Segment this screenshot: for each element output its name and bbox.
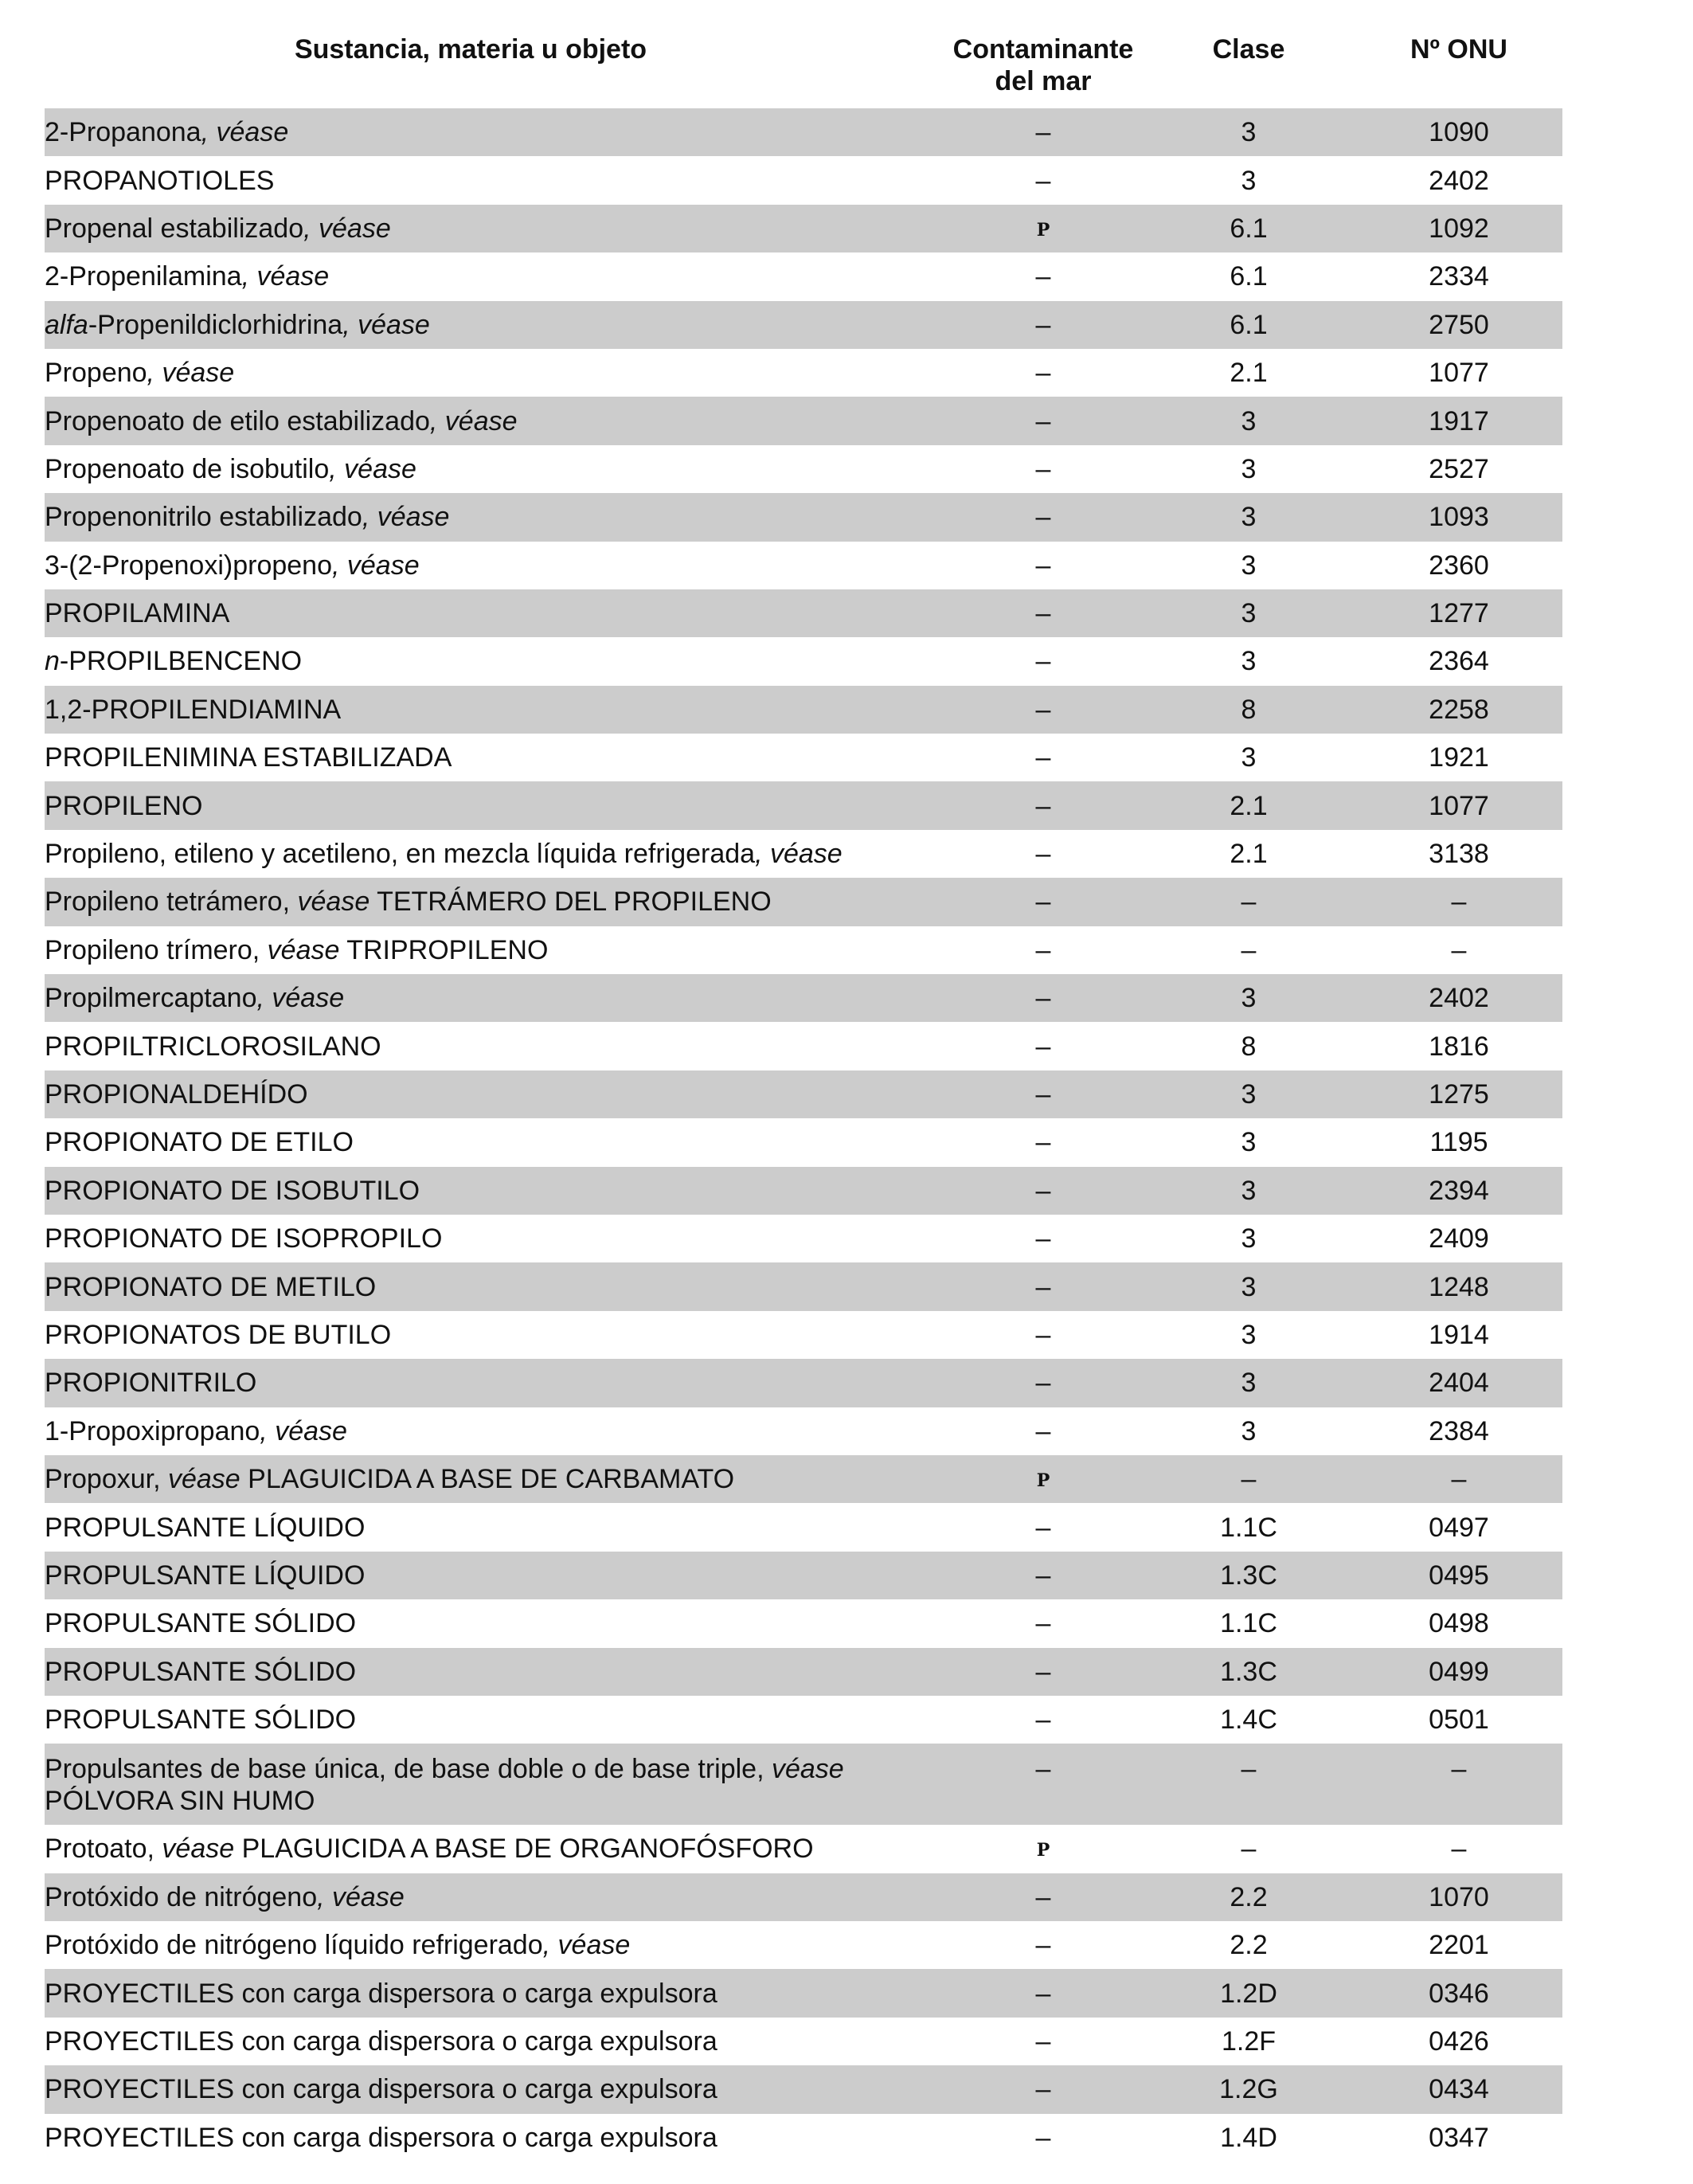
substance-text: Protóxido de nitrógeno — [45, 1881, 318, 1912]
cell-substance — [45, 1873, 944, 1921]
cell-marine-pollutant: – — [944, 1359, 1142, 1407]
substance-text: -PROPILBENCENO — [59, 646, 303, 677]
document-page — [45, 33, 1562, 2162]
cell-substance — [45, 1070, 944, 1118]
cell-marine-pollutant: – — [1035, 2122, 1051, 2153]
cell-substance — [45, 108, 944, 156]
cell-un-number: 1092 — [1355, 205, 1562, 252]
substance-text: , véase — [329, 453, 416, 484]
header-row — [45, 33, 1562, 108]
table-row — [45, 252, 1562, 300]
substance-text: 3-(2-Propenoxi)propeno — [45, 550, 332, 581]
cell-un-number: 1914 — [1429, 1319, 1489, 1350]
substance-text: PROPIONATO DE ISOBUTILO — [45, 1175, 420, 1206]
cell-substance — [45, 1455, 944, 1503]
cell-marine-pollutant: – — [1035, 1127, 1051, 1158]
substance-text: -Propenildiclorhidrina — [88, 309, 343, 340]
substance-text: Propileno, etileno y acetileno, en mezcla líquida refrigerada — [45, 839, 756, 870]
cell-substance — [45, 830, 944, 878]
table-row — [45, 1744, 1562, 1825]
cell-marine-pollutant: – — [944, 878, 1142, 926]
table-row — [45, 397, 1562, 444]
substance-text: , véase — [542, 1930, 631, 1961]
cell-un-number: 2201 — [1429, 1930, 1489, 1961]
cell-marine-pollutant: – — [944, 686, 1142, 734]
cell-class: 3 — [1142, 1070, 1355, 1118]
cell-marine-pollutant: – — [944, 1167, 1142, 1215]
cell-un-number: – — [1355, 1455, 1562, 1503]
cell-un-number: 1090 — [1355, 108, 1562, 156]
cell-un-number: 0347 — [1429, 2122, 1489, 2153]
cell-class: 1.3C — [1142, 1552, 1355, 1599]
table-row — [45, 1215, 1562, 1262]
cell-un-number: 2409 — [1429, 1223, 1489, 1254]
substance-text: Protóxido de nitrógeno líquido refrigerado — [45, 1930, 543, 1961]
cell-class: 2.1 — [1230, 839, 1268, 870]
substance-text: Propileno trímero, — [45, 934, 268, 965]
cell-marine-pollutant: P — [944, 205, 1142, 252]
cell-class: 1.3C — [1142, 1648, 1355, 1696]
cell-substance — [45, 1552, 944, 1599]
cell-class: 1.4D — [1220, 2122, 1277, 2153]
table-row — [45, 1359, 1562, 1407]
header-class: Clase — [1212, 34, 1285, 65]
cell-marine-pollutant: – — [944, 1552, 1142, 1599]
cell-marine-pollutant: P — [944, 1455, 1142, 1503]
cell-substance — [45, 252, 944, 300]
cell-un-number: 1921 — [1429, 742, 1489, 773]
cell-class: 1.4C — [1220, 1705, 1277, 1736]
substance-text: PROPILENIMINA ESTABILIZADA — [45, 742, 452, 773]
cell-un-number: 1248 — [1355, 1262, 1562, 1310]
cell-un-number: 2258 — [1355, 686, 1562, 734]
cell-class: – — [1142, 1744, 1355, 1825]
cell-marine-pollutant: – — [1035, 934, 1051, 965]
cell-class: 3 — [1241, 453, 1257, 484]
table-row — [45, 1455, 1562, 1503]
cell-marine-pollutant: – — [944, 1070, 1142, 1118]
cell-un-number: 1816 — [1429, 1031, 1489, 1062]
substance-text: n — [45, 646, 60, 677]
cell-marine-pollutant: – — [944, 974, 1142, 1022]
table-row — [45, 156, 1562, 204]
cell-class: 3 — [1142, 589, 1355, 637]
substance-text: 1-Propoxipropano — [45, 1415, 260, 1446]
cell-class: 1.1C — [1220, 1608, 1277, 1639]
table-row — [45, 1311, 1562, 1359]
cell-marine-pollutant: – — [1035, 1415, 1051, 1446]
substance-text: alfa — [45, 309, 88, 340]
cell-marine-pollutant: – — [944, 108, 1142, 156]
cell-marine-pollutant: – — [944, 589, 1142, 637]
cell-class: – — [1241, 934, 1257, 965]
table-row — [45, 1552, 1562, 1599]
cell-substance — [45, 637, 944, 685]
cell-marine-pollutant: – — [1035, 1223, 1051, 1254]
cell-substance — [45, 2018, 944, 2065]
substance-text: PROPULSANTE LÍQUIDO — [45, 1560, 366, 1591]
cell-marine-pollutant: – — [944, 1262, 1142, 1310]
cell-class: 6.1 — [1142, 301, 1355, 349]
table-row — [45, 1503, 1562, 1551]
cell-class: 1.2F — [1221, 2026, 1277, 2057]
cell-un-number: 2404 — [1355, 1359, 1562, 1407]
substance-text: Propilmercaptano — [45, 983, 257, 1014]
substance-text: Propenonitrilo estabilizado — [45, 502, 362, 533]
cell-class: 2.1 — [1142, 781, 1355, 829]
header-un-number: Nº ONU — [1410, 34, 1507, 65]
substance-text: PROPIONATO DE ISOPROPILO — [45, 1223, 443, 1254]
cell-marine-pollutant: – — [1035, 358, 1051, 389]
cell-class: – — [1142, 878, 1355, 926]
cell-substance — [45, 1215, 944, 1262]
cell-un-number: 2384 — [1429, 1415, 1489, 1446]
substance-text: Propileno tetrámero, — [45, 887, 298, 918]
cell-class: 6.1 — [1230, 261, 1268, 292]
substance-text: PROPIONATOS DE BUTILO — [45, 1319, 392, 1350]
cell-class: 3 — [1241, 742, 1257, 773]
table-row — [45, 1825, 1562, 1873]
table-row — [45, 781, 1562, 829]
table-row — [45, 2114, 1562, 2162]
cell-class: 6.1 — [1142, 205, 1355, 252]
substance-text: PROPULSANTE SÓLIDO — [45, 1608, 357, 1639]
table-row — [45, 1599, 1562, 1647]
substance-text: 2-Propanona — [45, 117, 201, 148]
substance-text: PROYECTILES con carga dispersora o carga expulsora — [45, 1978, 717, 2009]
cell-un-number: 0501 — [1429, 1705, 1489, 1736]
cell-un-number: 0495 — [1355, 1552, 1562, 1599]
cell-un-number: – — [1451, 934, 1467, 965]
cell-substance — [45, 974, 944, 1022]
cell-marine-pollutant: – — [944, 1648, 1142, 1696]
table-row — [45, 637, 1562, 685]
substance-text: Protoato, — [45, 1834, 162, 1865]
cell-class: – — [1142, 1455, 1355, 1503]
table-row — [45, 1070, 1562, 1118]
table-row — [45, 974, 1562, 1022]
cell-un-number: – — [1355, 1744, 1562, 1825]
substance-text: PROPANOTIOLES — [45, 165, 275, 196]
substance-text: PROPILTRICLOROSILANO — [45, 1031, 381, 1062]
substance-text: , véase — [342, 309, 430, 340]
cell-substance — [45, 1825, 944, 1873]
cell-substance — [45, 445, 944, 493]
table-row — [45, 108, 1562, 156]
cell-class: 2.2 — [1142, 1873, 1355, 1921]
substance-text: , véase — [241, 261, 330, 292]
substance-text: , véase — [147, 358, 235, 389]
cell-class: 3 — [1142, 108, 1355, 156]
substance-text: PROPULSANTE SÓLIDO — [45, 1705, 357, 1736]
cell-un-number: 0426 — [1429, 2026, 1489, 2057]
substance-text: TETRÁMERO DEL PROPILENO — [369, 887, 772, 918]
cell-substance — [45, 1167, 944, 1215]
cell-substance — [45, 349, 944, 397]
cell-class: 3 — [1241, 1319, 1257, 1350]
substance-text: PROPULSANTE SÓLIDO — [45, 1656, 357, 1687]
dangerous-goods-table — [45, 33, 1562, 2162]
table-row — [45, 734, 1562, 781]
cell-un-number: 2360 — [1429, 550, 1489, 581]
cell-marine-pollutant: – — [944, 301, 1142, 349]
cell-un-number: 2750 — [1355, 301, 1562, 349]
substance-text: véase — [771, 1754, 844, 1785]
cell-class: 3 — [1241, 1223, 1257, 1254]
cell-un-number: 2402 — [1355, 974, 1562, 1022]
cell-marine-pollutant: – — [1035, 1512, 1051, 1543]
cell-marine-pollutant: – — [944, 1969, 1142, 2017]
cell-un-number: 3138 — [1429, 839, 1489, 870]
substance-text: PROPULSANTE LÍQUIDO — [45, 1512, 366, 1543]
table-row — [45, 2018, 1562, 2065]
cell-marine-pollutant: – — [944, 397, 1142, 444]
substance-text: véase — [162, 1834, 235, 1865]
table-body — [45, 108, 1562, 2162]
table-row — [45, 1118, 1562, 1166]
cell-un-number: 2364 — [1429, 646, 1489, 677]
cell-un-number: 0346 — [1355, 1969, 1562, 2017]
table-row — [45, 686, 1562, 734]
substance-text: 2-Propenilamina — [45, 261, 242, 292]
cell-marine-pollutant: – — [1035, 1608, 1051, 1639]
table-row — [45, 2065, 1562, 2113]
cell-substance — [45, 926, 944, 974]
cell-marine-pollutant: – — [944, 2065, 1142, 2113]
substance-text: Propenal estabilizado — [45, 213, 304, 244]
cell-marine-pollutant: – — [944, 1873, 1142, 1921]
cell-marine-pollutant: – — [1035, 1930, 1051, 1961]
cell-substance — [45, 301, 944, 349]
substance-text: , véase — [260, 1415, 347, 1446]
substance-text: véase — [267, 934, 340, 965]
cell-substance — [45, 1921, 944, 1969]
substance-text: , véase — [201, 117, 289, 148]
substance-text: PROPIONITRILO — [45, 1368, 257, 1399]
cell-class: 1.2D — [1142, 1969, 1355, 2017]
cell-substance — [45, 542, 944, 589]
cell-un-number: 1277 — [1355, 589, 1562, 637]
substance-text: PÓLVORA SIN HUMO — [45, 1786, 315, 1817]
cell-un-number: 1917 — [1355, 397, 1562, 444]
cell-substance — [45, 1359, 944, 1407]
cell-marine-pollutant: – — [1035, 165, 1051, 196]
cell-class: 3 — [1241, 1415, 1257, 1446]
cell-substance — [45, 493, 944, 541]
cell-class: 8 — [1142, 686, 1355, 734]
table-row — [45, 830, 1562, 878]
cell-class: 3 — [1142, 1262, 1355, 1310]
substance-text: 1,2-PROPILENDIAMINA — [45, 694, 342, 725]
header-substance: Sustancia, materia u objeto — [294, 34, 647, 65]
cell-marine-pollutant: – — [944, 1744, 1142, 1825]
substance-text: TRIPROPILENO — [339, 934, 549, 965]
table-row — [45, 1648, 1562, 1696]
cell-marine-pollutant: – — [1035, 742, 1051, 773]
cell-class: 3 — [1241, 550, 1257, 581]
cell-substance — [45, 781, 944, 829]
cell-marine-pollutant: – — [944, 781, 1142, 829]
cell-class: – — [1241, 1834, 1257, 1865]
cell-un-number: – — [1451, 1834, 1467, 1865]
header-marine-pollutant-label: Contaminante del mar — [952, 34, 1134, 96]
substance-text: PROYECTILES con carga dispersora o carga expulsora — [45, 2026, 717, 2057]
substance-text: , véase — [331, 550, 420, 581]
substance-text: Propenoato de isobutilo — [45, 453, 330, 484]
substance-text: Propenoato de etilo estabilizado — [45, 405, 430, 436]
cell-substance — [45, 397, 944, 444]
header-marine-pollutant — [944, 33, 1142, 108]
cell-marine-pollutant: – — [1035, 1705, 1051, 1736]
cell-un-number: 0434 — [1355, 2065, 1562, 2113]
cell-un-number: 1077 — [1429, 358, 1489, 389]
cell-un-number: 1070 — [1355, 1873, 1562, 1921]
cell-substance — [45, 1969, 944, 2017]
substance-text: , véase — [755, 839, 843, 870]
substance-text: PROPIONALDEHÍDO — [45, 1079, 308, 1110]
cell-marine-pollutant: – — [1035, 1031, 1051, 1062]
table-row — [45, 349, 1562, 397]
cell-substance — [45, 1503, 944, 1551]
substance-text: Propoxur, — [45, 1464, 168, 1495]
cell-un-number: 0498 — [1429, 1608, 1489, 1639]
cell-un-number: 0499 — [1355, 1648, 1562, 1696]
cell-marine-pollutant: – — [944, 493, 1142, 541]
substance-text: PROPILAMINA — [45, 598, 230, 629]
cell-un-number: – — [1355, 878, 1562, 926]
cell-substance — [45, 205, 944, 252]
cell-un-number: 1275 — [1355, 1070, 1562, 1118]
cell-substance — [45, 686, 944, 734]
substance-text: véase — [167, 1464, 240, 1495]
table-row — [45, 1262, 1562, 1310]
cell-substance — [45, 1744, 944, 1825]
cell-class: 3 — [1241, 1127, 1257, 1158]
cell-marine-pollutant: – — [1035, 453, 1051, 484]
cell-un-number: 1195 — [1429, 1127, 1488, 1158]
cell-marine-pollutant: – — [1035, 550, 1051, 581]
cell-class: 1.1C — [1220, 1512, 1277, 1543]
substance-text: PROPIONATO DE METILO — [45, 1271, 377, 1302]
table-row — [45, 1407, 1562, 1455]
cell-un-number: 0497 — [1429, 1512, 1489, 1543]
table-row — [45, 926, 1562, 974]
table-row — [45, 1969, 1562, 2017]
substance-text: véase — [297, 887, 370, 918]
cell-substance — [45, 734, 944, 781]
cell-marine-pollutant: – — [1035, 2026, 1051, 2057]
cell-un-number: 2394 — [1355, 1167, 1562, 1215]
cell-un-number: 2334 — [1429, 261, 1489, 292]
substance-text: PROYECTILES con carga dispersora o carga expulsora — [45, 2122, 717, 2153]
cell-class: 3 — [1142, 974, 1355, 1022]
cell-class: 2.1 — [1230, 358, 1268, 389]
substance-text: Propulsantes de base única, de base doble o de base triple, — [45, 1754, 772, 1785]
cell-class: 8 — [1241, 1031, 1257, 1062]
cell-substance — [45, 1599, 944, 1647]
cell-substance — [45, 1022, 944, 1070]
table-row — [45, 493, 1562, 541]
substance-text: , véase — [317, 1881, 405, 1912]
table-row — [45, 878, 1562, 926]
substance-text: PROYECTILES con carga dispersora o carga expulsora — [45, 2074, 717, 2105]
cell-class: 3 — [1241, 646, 1257, 677]
cell-class: 3 — [1142, 397, 1355, 444]
table-row — [45, 1022, 1562, 1070]
cell-marine-pollutant: P — [1036, 1840, 1050, 1861]
substance-text: PROPILENO — [45, 790, 203, 821]
table-header — [45, 33, 1562, 108]
substance-text: PLAGUICIDA A BASE DE ORGANOFÓSFORO — [234, 1834, 814, 1865]
cell-substance — [45, 1311, 944, 1359]
cell-marine-pollutant: – — [1035, 261, 1051, 292]
table-row — [45, 205, 1562, 252]
substance-text: PROPIONATO DE ETILO — [45, 1127, 354, 1158]
table-row — [45, 589, 1562, 637]
substance-text: , véase — [429, 405, 518, 436]
cell-un-number: 1077 — [1355, 781, 1562, 829]
table-row — [45, 301, 1562, 349]
cell-class: 3 — [1142, 1359, 1355, 1407]
cell-substance — [45, 2065, 944, 2113]
cell-un-number: 2527 — [1429, 453, 1489, 484]
table-row — [45, 1921, 1562, 1969]
table-row — [45, 1696, 1562, 1744]
cell-substance — [45, 2114, 944, 2162]
cell-un-number: 1093 — [1355, 493, 1562, 541]
cell-substance — [45, 1262, 944, 1310]
cell-substance — [45, 1648, 944, 1696]
substance-text: Propeno — [45, 358, 147, 389]
cell-class: 3 — [1142, 493, 1355, 541]
cell-marine-pollutant: – — [1035, 646, 1051, 677]
table-row — [45, 1873, 1562, 1921]
table-row — [45, 1167, 1562, 1215]
cell-class: 2.2 — [1230, 1930, 1268, 1961]
cell-substance — [45, 589, 944, 637]
cell-un-number: 2402 — [1429, 165, 1489, 196]
substance-text: , véase — [303, 213, 391, 244]
cell-substance — [45, 1118, 944, 1166]
cell-class: 1.2G — [1142, 2065, 1355, 2113]
cell-marine-pollutant: – — [1035, 839, 1051, 870]
cell-substance — [45, 1407, 944, 1455]
cell-class: 3 — [1241, 165, 1257, 196]
table-row — [45, 542, 1562, 589]
cell-substance — [45, 878, 944, 926]
substance-text: , véase — [362, 502, 450, 533]
cell-substance — [45, 1696, 944, 1744]
substance-text: , véase — [256, 983, 345, 1014]
substance-text: PLAGUICIDA A BASE DE CARBAMATO — [240, 1464, 735, 1495]
cell-marine-pollutant: – — [1035, 1319, 1051, 1350]
cell-substance — [45, 156, 944, 204]
table-row — [45, 445, 1562, 493]
cell-class: 3 — [1142, 1167, 1355, 1215]
